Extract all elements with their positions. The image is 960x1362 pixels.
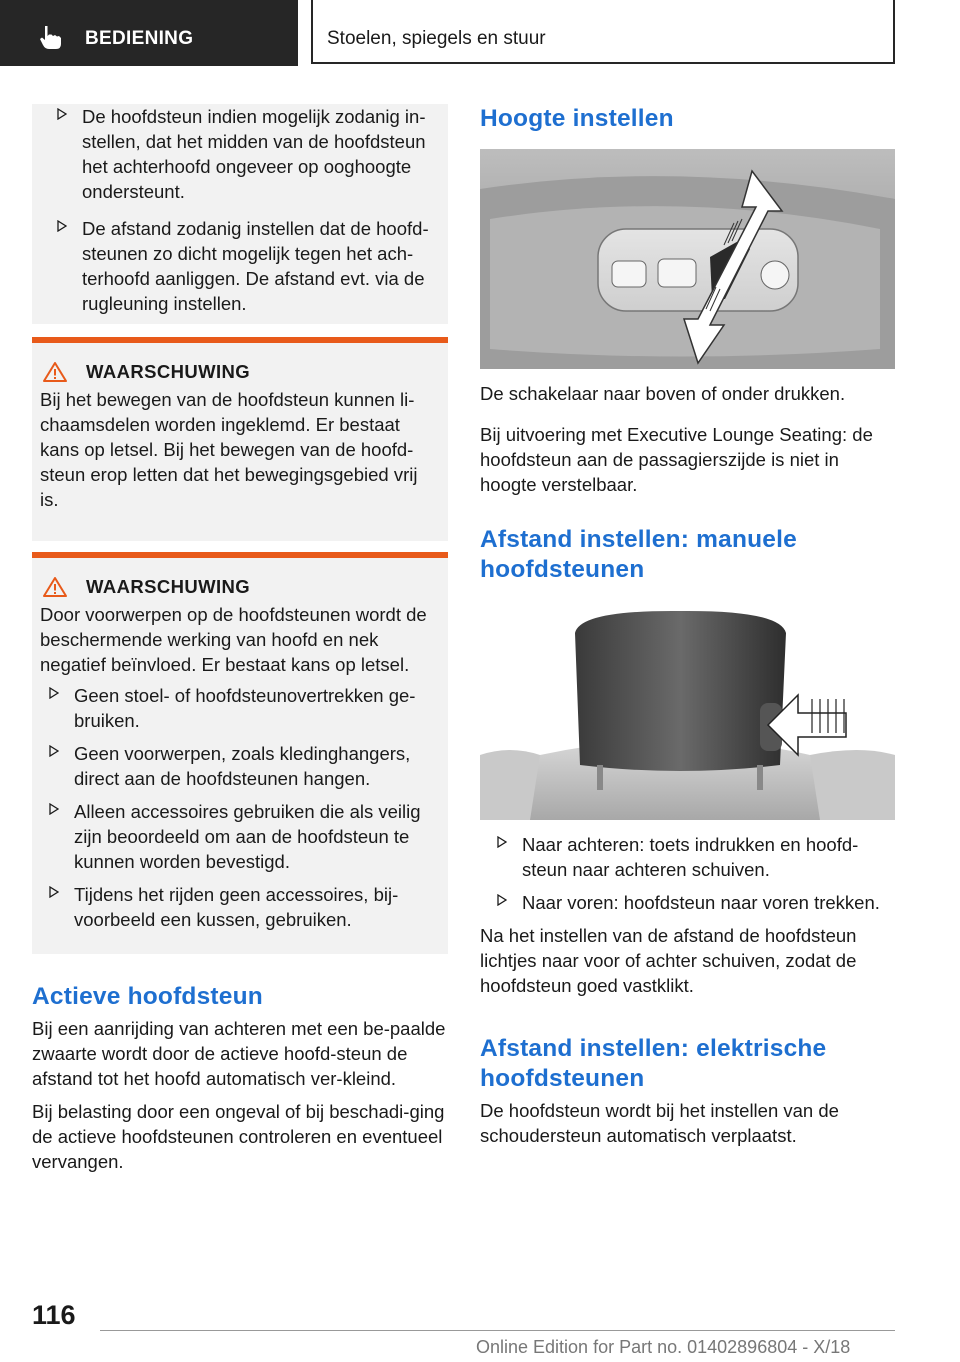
- paragraph: Bij uitvoering met Executive Lounge Seating: de hoofdsteun aan de passagierszijde is niet in hoogte verstelbaar.: [480, 424, 873, 495]
- paragraph: De hoofdsteun wordt bij het instellen van de schoudersteun automatisch verplaatst.: [480, 1100, 839, 1146]
- footer-rule: [100, 1330, 895, 1331]
- triangle-bullet-icon: [49, 687, 59, 699]
- height-section-heading-wrap: [480, 104, 895, 134]
- paragraph: Na het instellen van de afstand de hoofdsteun lichtjes naar voor of achter schuiven, zodat de hoofdsteun goed vastklikt.: [480, 925, 857, 996]
- headrest-illustration: [480, 605, 895, 820]
- hand-pointer-icon: [38, 24, 64, 50]
- list-item: De afstand zodanig instellen dat de hoofd-steunen zo dicht mogelijk tegen het ach-terhoofd aanliggen. De afstand evt. via de rugleuning instellen.: [40, 216, 440, 316]
- section-heading: Afstand instellen: elektrische hoofdsteunen: [480, 1035, 827, 1092]
- paragraph: Bij belasting door een ongeval of bij beschadi-ging de actieve hoofdsteunen controleren en eventueel vervangen.: [32, 1101, 445, 1172]
- page-number: 116: [32, 1300, 76, 1330]
- chapter-title: Stoelen, spiegels en stuur: [327, 28, 546, 49]
- warning-box: [32, 337, 448, 541]
- triangle-bullet-icon: [497, 894, 507, 906]
- list-item: Geen stoel- of hoofdsteunovertrekken ge-bruiken.: [32, 683, 448, 733]
- list-item: Naar voren: hoofdsteun naar voren trekken.: [480, 890, 895, 915]
- instruction-box: [32, 104, 448, 324]
- triangle-bullet-icon: [49, 886, 59, 898]
- section-heading: Actieve hoofdsteun: [32, 983, 263, 1010]
- triangle-bullet-icon: [57, 108, 67, 120]
- triangle-bullet-icon: [49, 745, 59, 757]
- warning-box: [32, 552, 448, 954]
- manual-section-heading-wrap: [480, 525, 895, 585]
- warning-triangle-icon: [42, 576, 68, 598]
- list-item: Alleen accessoires gebruiken die als veilig zijn beoordeeld om aan de hoofdsteun te kunnen worden bevestigd.: [32, 799, 448, 874]
- paragraph: Bij een aanrijding van achteren met een be-paalde zwaarte wordt door de actieve hoofd-steun de afstand tot het hoofd automatisch ver-kleind.: [32, 1018, 446, 1089]
- triangle-bullet-icon: [49, 803, 59, 815]
- warning-title: WAARSCHUWING: [86, 576, 251, 597]
- warning-title: WAARSCHUWING: [86, 361, 251, 382]
- warning-text: Door voorwerpen op de hoofdsteunen wordt de beschermende werking van hoofd en nek negatief beïnvloed. Er bestaat kans op letsel.: [40, 604, 427, 675]
- list-item: De hoofdsteun indien mogelijk zodanig in-stellen, dat het midden van de hoofdsteun het achterhoofd ongeveer op ooghoogte ondersteunt.: [40, 104, 440, 204]
- manual-section-body: [480, 832, 895, 998]
- section-heading: Afstand instellen: manuele hoofdsteunen: [480, 526, 797, 583]
- triangle-bullet-icon: [497, 836, 507, 848]
- section-heading: Hoogte instellen: [480, 105, 674, 132]
- section-label: BEDIENING: [85, 28, 194, 49]
- warning-header: [32, 574, 448, 600]
- footer-edition: Online Edition for Part no. 01402896804 - X/18: [476, 1337, 851, 1357]
- electric-section: [480, 1034, 895, 1148]
- section-tab[interactable]: [0, 0, 298, 66]
- height-section-body: [480, 381, 895, 497]
- seat-switch-illustration: [480, 149, 895, 369]
- warning-text: Bij het bewegen van de hoofdsteun kunnen li-chaamsdelen worden ingeklemd. Er bestaat kans op letsel. Bij het bewegen van de hoofd-steun erop letten dat het bewegingsgebied vrij is.: [40, 389, 418, 510]
- list-item: Geen voorwerpen, zoals kledinghangers, direct aan de hoofdsteunen hangen.: [32, 741, 448, 791]
- list-item: Naar achteren: toets indrukken en hoofd-steun naar achteren schuiven.: [480, 832, 895, 882]
- triangle-bullet-icon: [57, 220, 67, 232]
- paragraph: De schakelaar naar boven of onder drukken.: [480, 383, 846, 404]
- active-headrest-section: [32, 982, 448, 1174]
- list-item: Tijdens het rijden geen accessoires, bij-voorbeeld een kussen, gebruiken.: [32, 882, 448, 932]
- warning-triangle-icon: [42, 361, 68, 383]
- warning-header: [32, 359, 448, 385]
